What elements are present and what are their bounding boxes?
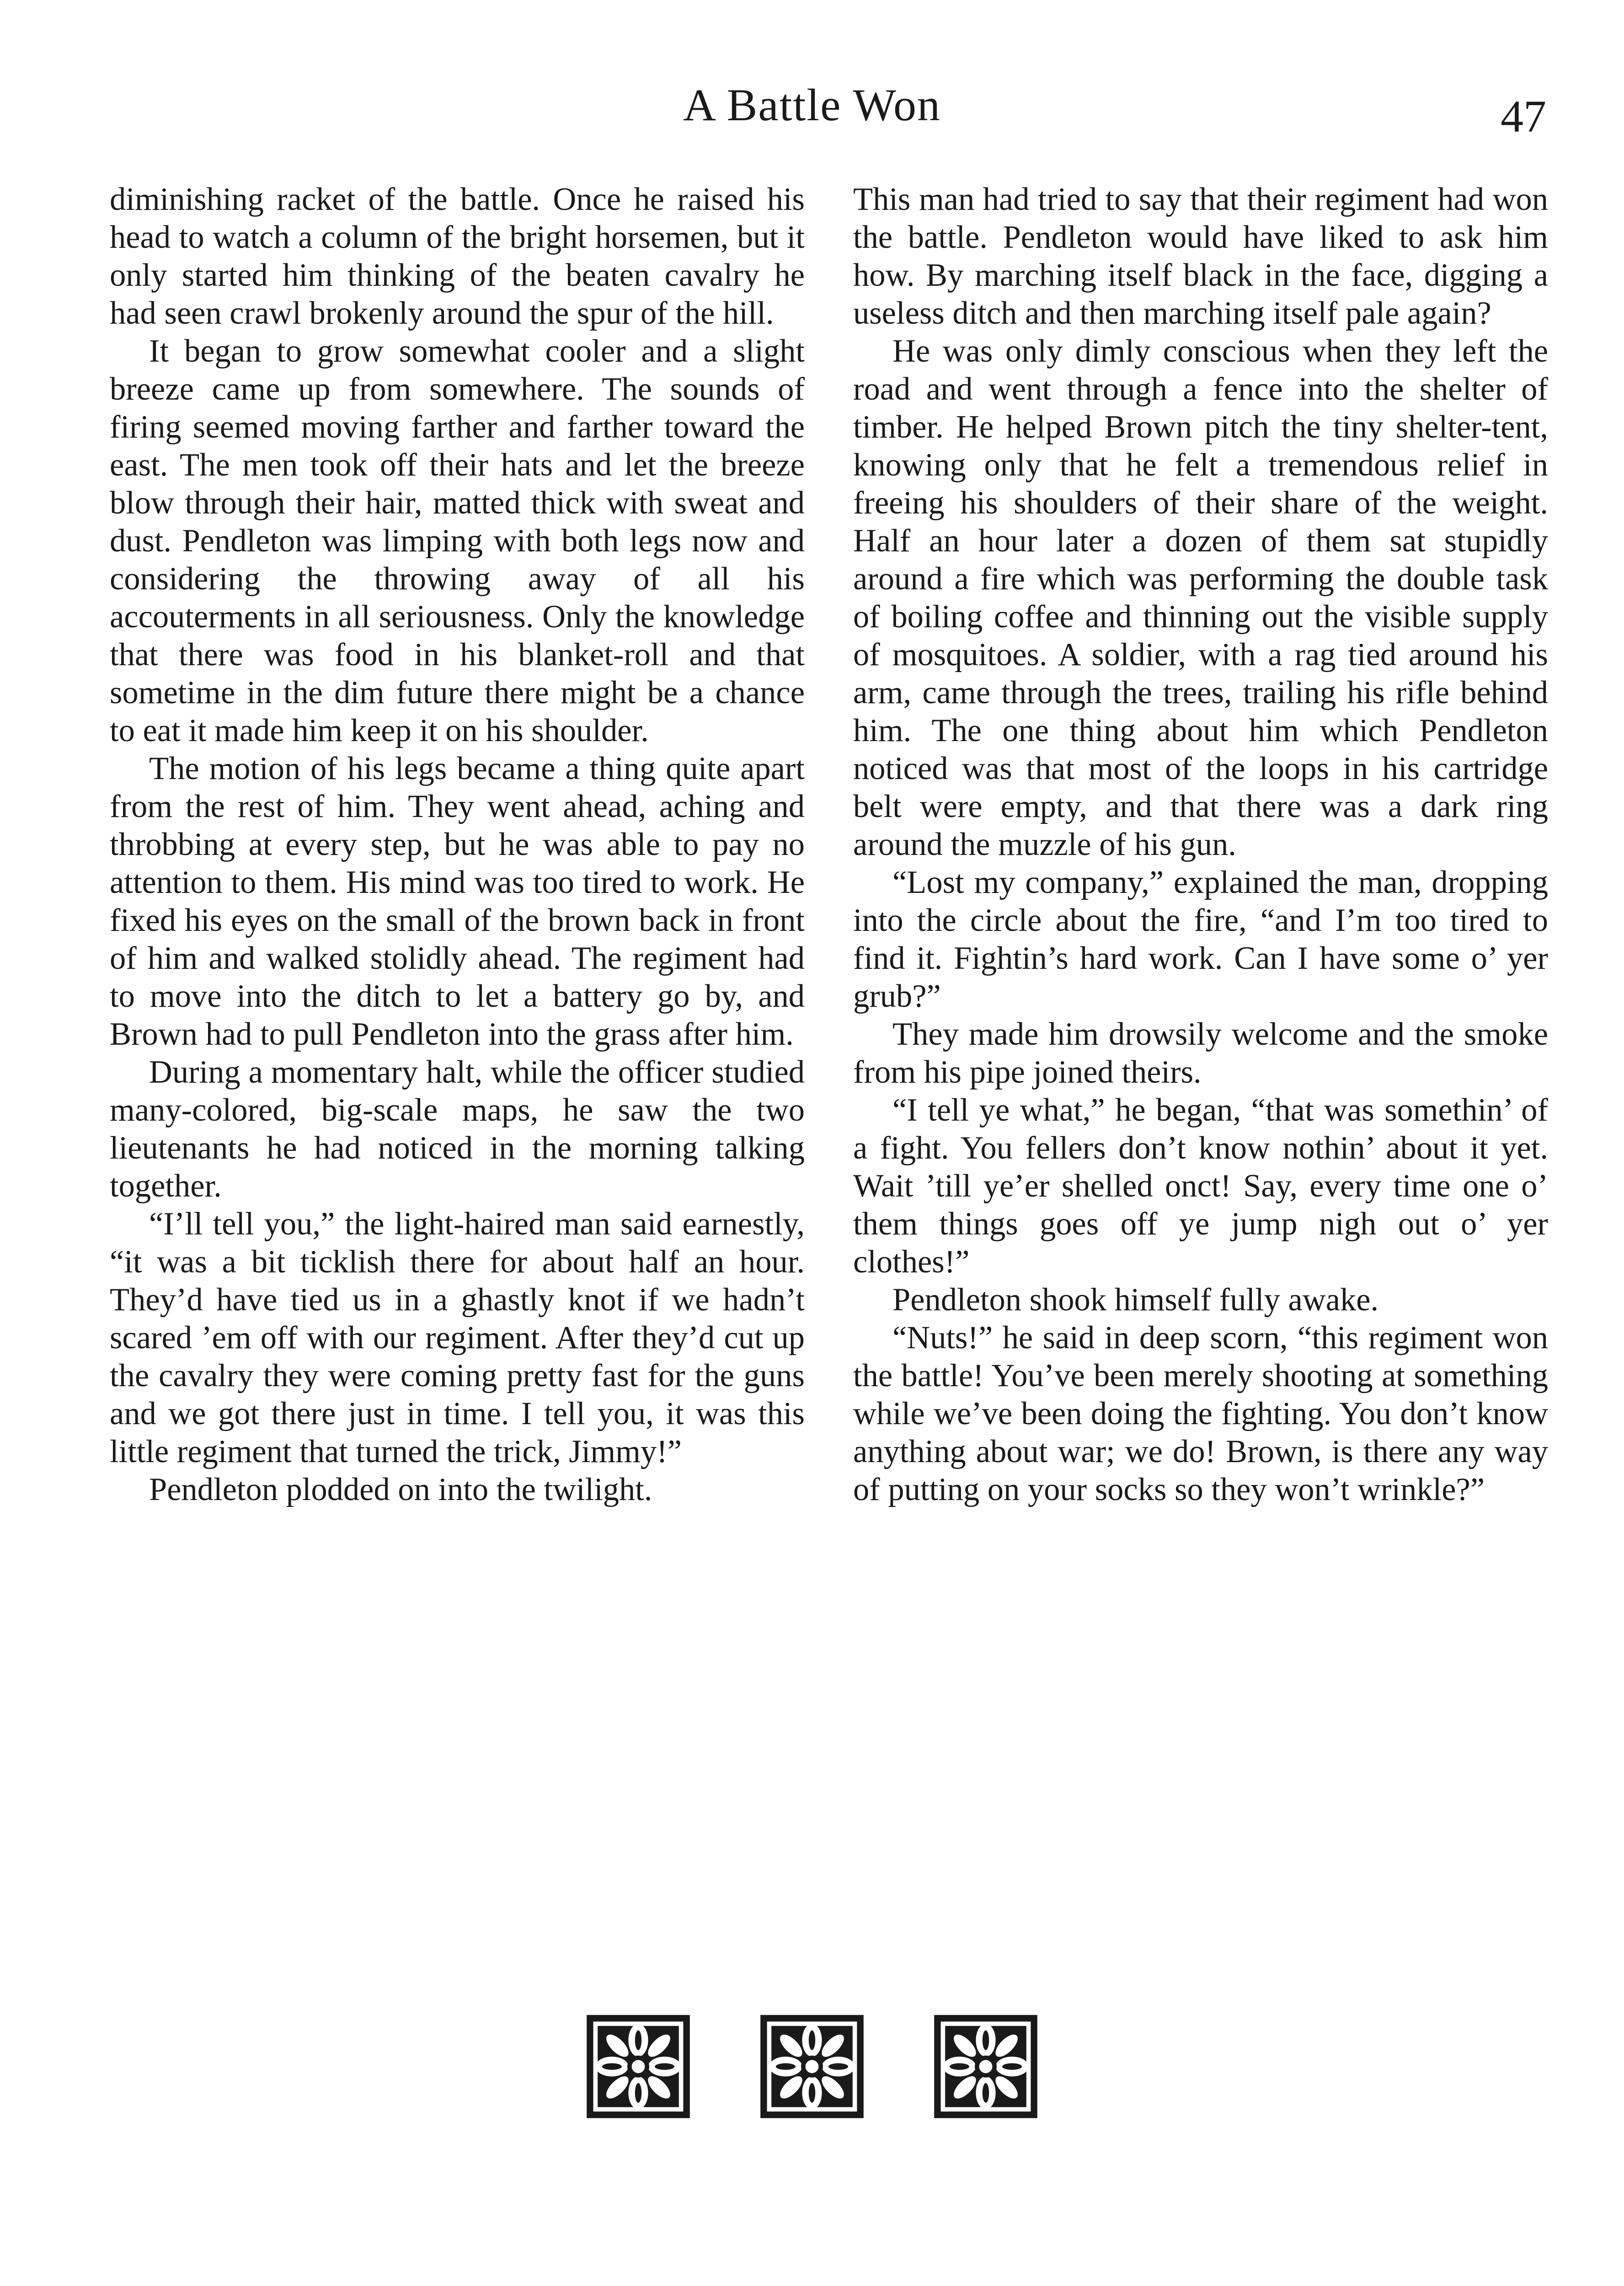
paragraph: “Lost my company,” explained the man, dropping into the circle about the fire, “and I’m too tired to find it. Fightin’s hard work. Can I have some o’ yer grub?”	[853, 865, 1548, 1014]
paragraph: He was only dimly conscious when they left the road and went through a fence into the shelter of timber. He helped Brown pitch the tiny shelter-tent, knowing only that he felt a tremendous relief in freeing his shoulders of their share of the weight. Half an hour later a dozen of them sat stupidly around a fire which was performing the double task of boiling coffee and thinning out the visible supply of mosquitoes. A soldier, with a rag tied around his arm, came through the trees, trailing his rifle behind him. The one thing about him which Pendleton noticed was that most of the loops in his cartridge belt were empty, and that there was a dark ring around the muzzle of his gun.	[853, 333, 1548, 862]
right-text-column	[853, 181, 1548, 1509]
paragraph: diminishing racket of the battle. Once he raised his head to watch a column of the bright horsemen, but it only started him thinking of the beaten cavalry he had seen crawl brokenly around the spur of the hill.	[110, 182, 805, 331]
paragraph: The motion of his legs became a thing quite apart from the rest of him. They went ahead, aching and throbbing at every step, but he was able to pay no attention to them. His mind was too tired to work. He fixed his eyes on the small of the brown back in front of him and walked stolidly ahead. The regiment had to move into the ditch to let a battery go by, and Brown had to pull Pendleton into the grass after him.	[110, 751, 805, 1052]
paragraph: During a momentary halt, while the officer studied many-colored, big-scale maps, he saw the two lieutenants he had noticed in the morning talking together.	[110, 1054, 805, 1204]
paragraph: It began to grow somewhat cooler and a slight breeze came up from somewhere. The sounds of firing seemed moving farther and farther toward the east. The men took off their hats and let the breeze blow through their hair, matted thick with sweat and dust. Pendleton was limping with both legs now and considering the throwing away of all his accouterments in all seriousness. Only the knowledge that there was food in his blanket-roll and that sometime in the dim future there might be a chance to eat it made him keep it on his shoulder.	[110, 333, 805, 748]
floral-ornament-icon	[583, 2012, 693, 2121]
floral-ornament-icon	[757, 2012, 867, 2121]
left-text-column	[110, 181, 805, 1509]
paragraph: Pendleton plodded on into the twilight.	[149, 1472, 652, 1507]
paragraph: They made him drowsily welcome and the smoke from his pipe joined theirs.	[853, 1016, 1548, 1090]
paragraph: “I’ll tell you,” the light-haired man said earnestly, “it was a bit ticklish there for about half an hour. They’d have tied us in a ghastly knot if we hadn’t scared ’em off with our regiment. After they’d cut up the cavalry they were coming pretty fast for the guns and we got there just in time. I tell you, it was this little regiment that turned the trick, Jimmy!”	[110, 1206, 805, 1469]
floral-ornament-icon	[931, 2012, 1041, 2121]
running-head-title: A Battle Won	[683, 80, 941, 130]
paragraph: “Nuts!” he said in deep scorn, “this regiment won the battle! You’ve been merely shooting at something while we’ve been doing the fighting. You don’t know anything about war; we do! Brown, is there any way of putting on your socks so they won’t wrinkle?”	[853, 1320, 1548, 1507]
page-number: 47	[1501, 91, 1546, 142]
section-end-ornaments	[0, 2012, 1624, 2121]
paragraph: “I tell ye what,” he began, “that was somethin’ of a fight. You fellers don’t know nothin’ about it yet. Wait ’till ye’er shelled onct! Say, every time one o’ them things goes off ye jump nigh out o’ yer clothes!”	[853, 1092, 1548, 1280]
paragraph: This man had tried to say that their regiment had won the battle. Pendleton would have liked to ask him how. By marching itself black in the face, digging a useless ditch and then marching itself pale again?	[853, 182, 1548, 331]
paragraph: Pendleton shook himself fully awake.	[892, 1282, 1379, 1318]
